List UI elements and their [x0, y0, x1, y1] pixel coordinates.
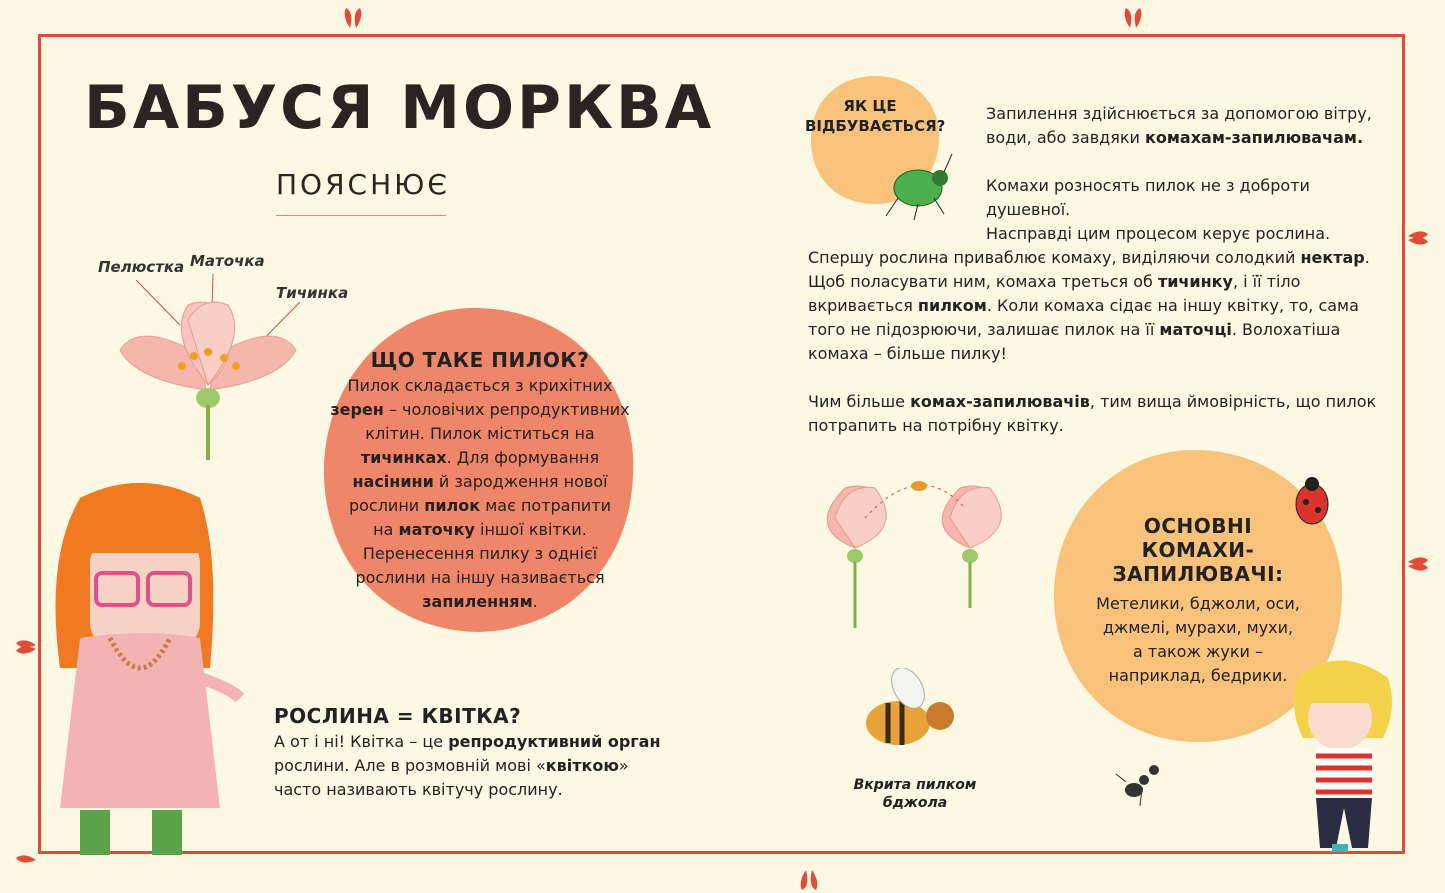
leaf-icon — [1408, 563, 1428, 570]
intro-text-span: води, або завдяки — [986, 128, 1145, 147]
pollen-line: клітин. Пилок міститься на — [365, 424, 595, 443]
pollen-line: рослини на іншу називається — [355, 568, 605, 587]
process-line — [808, 318, 1388, 342]
process-line — [808, 294, 1388, 318]
leaf-icon — [1408, 237, 1428, 244]
probability-term: комах-запилювачів — [910, 392, 1090, 411]
boy-illustration — [1278, 648, 1408, 858]
process-line — [808, 270, 1388, 294]
insects-purpose — [986, 174, 1386, 246]
process-text-span: . Коли комаха сідає на іншу квітку, то, сама — [986, 296, 1359, 315]
bee-caption — [840, 776, 990, 812]
purpose-line: Комахи розносять пилок не з доброти душевної. — [986, 176, 1310, 219]
page-subtitle: ПОЯСНЮЄ — [276, 168, 450, 201]
plant-line — [274, 730, 694, 754]
pollen-text-span: має потрапити — [480, 496, 612, 515]
process-text-span: Спершу рослина приваблює комаху, виділяючи солодкий — [808, 248, 1301, 267]
how-section — [805, 96, 946, 136]
pollen-term: насінини — [352, 472, 434, 491]
leaf-icon — [1125, 8, 1132, 28]
pollen-text-span: й зародження нової — [433, 472, 608, 491]
process-term: маточці — [1159, 320, 1232, 339]
plant-flower-text — [274, 730, 694, 802]
plant-text-span: рослини. Але в розмовній мові « — [274, 756, 546, 775]
grandma-carrot-illustration — [40, 478, 250, 858]
process-line — [808, 246, 1388, 270]
ladybug-icon — [1282, 468, 1342, 532]
process-text-span: Щоб поласувати ним, комаха треться об — [808, 272, 1158, 291]
pollen-title: ЩО ТАКЕ ПИЛОК? — [370, 348, 590, 372]
probability-line — [808, 390, 1388, 414]
process-term: нектар — [1300, 248, 1365, 267]
how-line: ЯК ЦЕ — [843, 97, 897, 115]
leaf-icon — [801, 870, 808, 890]
flower-diagram — [100, 270, 320, 470]
purpose-line: Насправді цим процесом керує рослина. — [986, 224, 1331, 243]
insects-line: Метелики, бджоли, оси, — [1096, 594, 1300, 613]
pollinators-probability — [808, 390, 1388, 438]
bee-caption-line: Вкрита пилком — [853, 777, 977, 793]
label-petal: Пелюстка — [98, 258, 185, 276]
process-line: комаха – більше пилку! — [808, 344, 1007, 363]
intro-line — [986, 126, 1386, 150]
pollen-line — [330, 470, 630, 494]
pollen-term: запиленням — [422, 592, 533, 611]
leaf-icon — [1135, 8, 1142, 28]
process-text-span: , і її тіло — [1232, 272, 1301, 291]
plant-term: репродуктивний орган — [448, 732, 661, 751]
process-term: тичинку — [1157, 272, 1233, 291]
plant-line: часто називають квітучу рослину. — [274, 780, 563, 799]
pollen-term: пилок — [424, 496, 481, 515]
plant-text-span: А от і ні! Квітка – це — [274, 732, 449, 751]
subtitle-divider — [276, 215, 446, 216]
probability-text-span: , тим вища ймовірність, що пилок — [1089, 392, 1377, 411]
leaf-icon — [16, 646, 36, 653]
plant-flower-title: РОСЛИНА = КВІТКА? — [274, 704, 522, 728]
process-text-span: . — [1364, 248, 1370, 267]
plant-text-span: » — [618, 756, 629, 775]
pollen-line — [330, 446, 630, 470]
leaf-icon — [16, 855, 36, 862]
pollen-text-span: . — [532, 592, 538, 611]
insects-line: а також жуки – — [1133, 642, 1263, 661]
ant-icon — [1112, 752, 1172, 812]
pollination-intro — [986, 102, 1386, 150]
plant-line — [274, 754, 694, 778]
pollen-section — [330, 348, 630, 614]
pollination-flowers-illustration — [795, 468, 1025, 638]
leaf-icon — [811, 870, 818, 890]
pollen-text-span: рослини — [348, 496, 425, 515]
intro-term: комахам-запилювачам. — [1144, 128, 1364, 147]
insects-line: наприклад, бедрики. — [1108, 666, 1288, 685]
process-text-span: . Волохатіша — [1231, 320, 1341, 339]
process-text-span: того не підозрюючи, залишає пилок на її — [808, 320, 1160, 339]
insects-title-line: ОСНОВНІ — [1143, 514, 1253, 538]
pollen-text-span: – чоловічих репродуктивних — [383, 400, 630, 419]
insects-line: джмелі, мурахи, мухи, — [1102, 618, 1294, 637]
pollen-line — [330, 518, 630, 542]
pollen-term: зерен — [330, 400, 384, 419]
probability-text-span: Чим більше — [808, 392, 911, 411]
bee-icon — [858, 668, 978, 768]
pollen-text-span: іншої квітки. — [474, 520, 587, 539]
leaf-icon — [345, 8, 352, 28]
pollen-line: Пилок складається з крихітних — [347, 376, 613, 395]
pollen-line — [330, 494, 630, 518]
leaf-icon — [355, 8, 362, 28]
probability-line: потрапить на потрібну квітку. — [808, 416, 1064, 435]
pollen-line: Перенесення пилку з однієї — [362, 544, 598, 563]
pollination-process — [808, 246, 1388, 366]
beetle-icon — [878, 148, 958, 223]
plant-flower-section — [274, 704, 694, 802]
pollen-text-span: на — [373, 520, 399, 539]
insects-title-line: КОМАХИ-ЗАПИЛЮВАЧІ: — [1112, 538, 1284, 586]
pollen-term: маточку — [398, 520, 475, 539]
pollen-line — [330, 590, 630, 614]
plant-term: квіткою — [545, 756, 619, 775]
label-pistil: Маточка — [190, 252, 265, 270]
page-title: БАБУСЯ МОРКВА — [84, 73, 715, 143]
pollen-line — [330, 398, 630, 422]
process-text-span: вкривається — [808, 296, 918, 315]
process-term: пилком — [917, 296, 987, 315]
pollen-term: тичинках — [360, 448, 447, 467]
bee-caption-line: бджола — [882, 795, 948, 811]
label-stamen: Тичинка — [276, 284, 349, 302]
intro-line: Запилення здійснюється за допомогою вітру, — [986, 104, 1372, 123]
how-line: ВІДБУВАЄТЬСЯ? — [805, 117, 946, 135]
pollen-text-span: . Для формування — [446, 448, 600, 467]
pollen-text — [330, 374, 630, 614]
